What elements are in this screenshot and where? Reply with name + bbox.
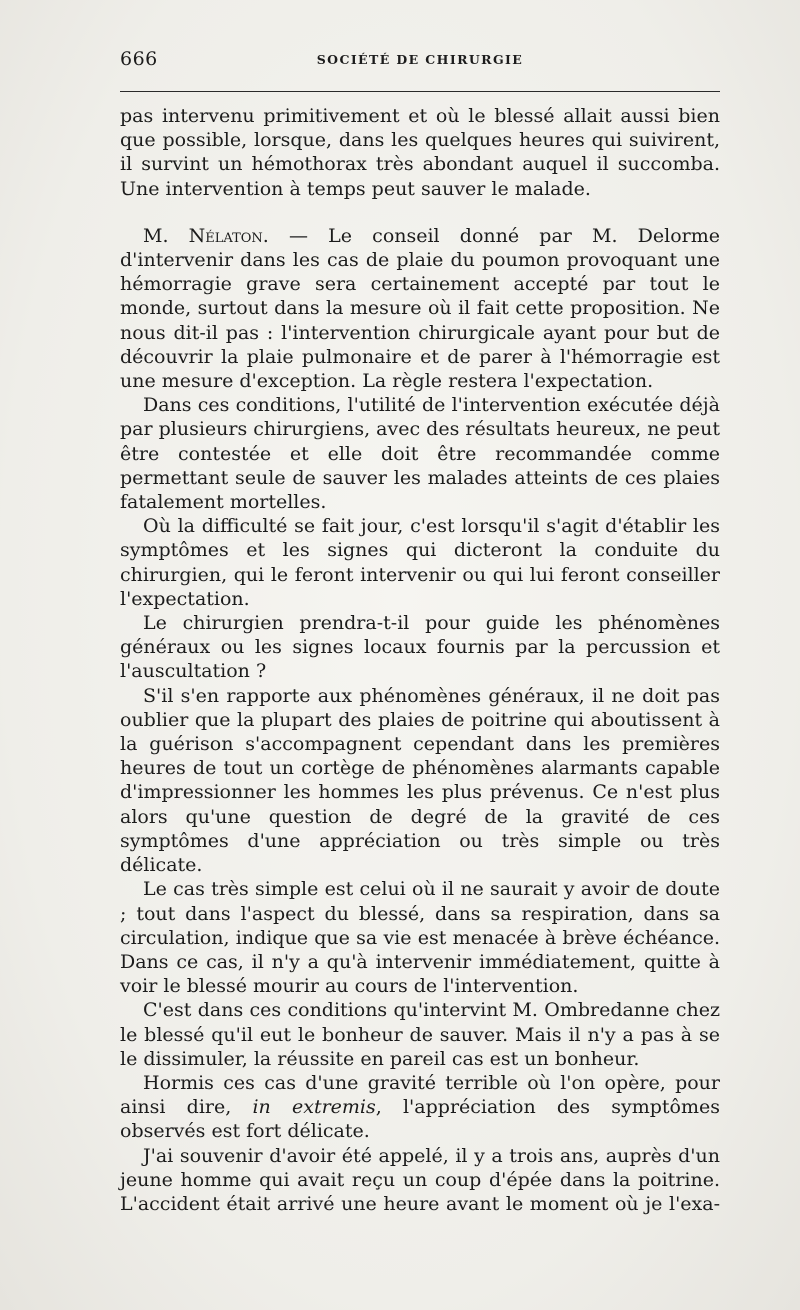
paragraph [120,1071,720,1144]
paragraph: C'est dans ces conditions qu'intervint M. Ombredanne chez le blessé qu'il eut le bonheur de sauver. Mais il n'y a pas à se le dissimuler, la réussite en pareil cas est un bonheur. [120,999,720,1070]
body-text [120,104,720,1216]
page-header [120,44,720,84]
paragraph-gap [120,201,720,224]
latin-phrase: in extremis [252,1096,376,1119]
header-rule [120,91,720,92]
speaker-name: M. Nélaton. [143,224,269,247]
paragraph-text: — Le conseil donné par M. Delorme d'intervenir dans les cas de plaie du poumon provoquant une hémorragie grave sera certainement accepté par tout le monde, surtout dans la mesure où il fait cette proposition. Ne nous dit-il pas : l'intervention chirurgicale ayant pour but de découvrir la plaie pulmonaire et de parer à l'hémorragie est une mesure d'exception. La règle restera l'expectation. [120,224,721,393]
paragraph-text: , l'appréciation des symptômes observés est fort délicate. [120,1096,720,1143]
paragraph: pas intervenu primitivement et où le blessé allait aussi bien que possible, lorsque, dans les quelques heures qui suivirent, il survint un hémothorax très abondant auquel il succomba. Une intervention à temps peut sauver le malade. [120,105,720,200]
paragraph: S'il s'en rapporte aux phénomènes généraux, il ne doit pas oublier que la plupart des plaies de poitrine qui aboutissent à la guérison s'accompagnent cependant dans les premières heures de tout un cortège de phénomènes alarmants capable d'impressionner les hommes les plus prévenus. Ce n'est plus alors qu'une question de degré de la gravité de ces symptômes d'une appréciation ou très simple ou très délicate. [120,684,720,877]
paragraph: J'ai souvenir d'avoir été appelé, il y a trois ans, auprès d'un jeune homme qui avait reçu un coup d'épée dans la poitrine. L'accident était arrivé une heure avant le moment où je l'exa- [120,1144,720,1215]
paragraph: Où la difficulté se fait jour, c'est lorsqu'il s'agit d'établir les symptômes et les signes qui dicteront la conduite du chirurgien, qui le feront intervenir ou qui lui feront conseiller l'expectation. [120,515,720,610]
paragraph: Le cas très simple est celui où il ne saurait y avoir de doute ; tout dans l'aspect du blessé, dans sa respiration, dans sa circulation, indique que sa vie est menacée à brève échéance. Dans ce cas, il n'y a qu'à intervenir immédiatement, quitte à voir le blessé mourir au cours de l'intervention. [120,878,720,998]
paragraph-text: Hormis ces cas d'une gravité terrible où l'on opère, pour ainsi dire, [120,1071,720,1119]
paragraph: Dans ces conditions, l'utilité de l'intervention exécutée déjà par plusieurs chirurgiens, avec des résultats heureux, ne peut être contestée et elle doit être recommandée comme permettant seule de sauver les malades atteints de ces plaies fatalement mortelles. [120,394,721,514]
paragraph: Le chirurgien prendra-t-il pour guide les phénomènes généraux ou les signes locaux fournis par la percussion et l'auscultation ? [120,612,720,683]
running-head: SOCIÉTÉ DE CHIRURGIE [316,52,524,67]
page-number: 666 [120,48,158,70]
paragraph [120,224,720,393]
